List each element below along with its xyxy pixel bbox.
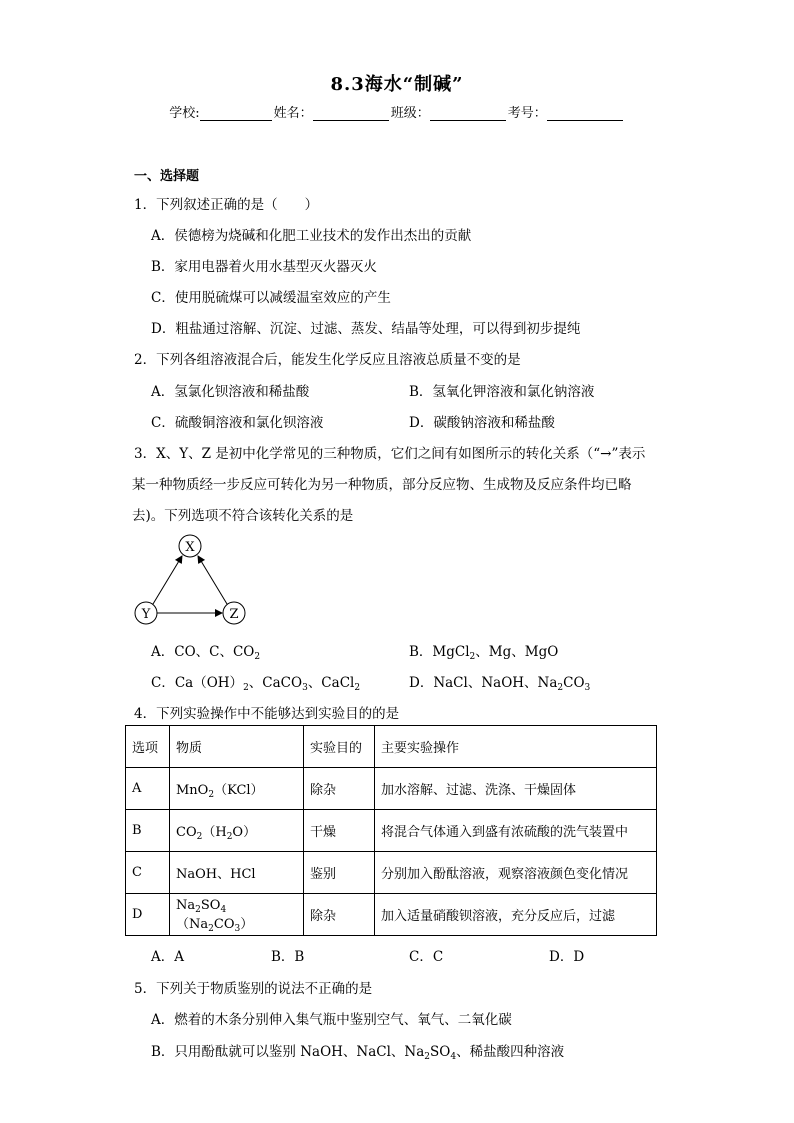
number-label: 考号： [507, 106, 547, 121]
option-cell: B [126, 810, 170, 852]
q1-option-d: D．粗盐通过溶解、沉淀、过滤、蒸发、结晶等处理，可以得到初步提纯 [151, 321, 581, 337]
aim-cell: 干燥 [304, 810, 375, 852]
table-row [126, 894, 657, 936]
q5-stem: 5．下列关于物质鉴别的说法不正确的是 [134, 981, 373, 997]
arrow-z-to-x [198, 556, 227, 604]
q4-stem: 4．下列实验操作中不能够达到实验目的的是 [134, 706, 400, 722]
q3-stem-line3: 去)。下列选项不符合该转化关系的是 [132, 508, 354, 524]
node-x-label: X [185, 540, 195, 555]
q4-option-d: D．D [549, 949, 585, 965]
header-cell: 选项 [126, 726, 170, 768]
q5-option-a: A．燃着的木条分别伸入集气瓶中鉴别空气、氧气、二氧化碳 [151, 1012, 512, 1028]
q3-stem-line2: 某一种物质经一步反应可转化为另一种物质，部分反应物、生成物及反应条件均已略 [132, 477, 632, 493]
operation-cell: 加水溶解、过滤、洗涤、干燥固体 [375, 768, 657, 810]
substance-cell: $Na_2SO_4(Na_2CO_3)$ [170, 894, 304, 936]
q3-stem-line1: 3．X、Y、Z 是初中化学常见的三种物质，它们之间有如图所示的转化关系（“→”表示 [134, 446, 646, 462]
school-blank[interactable] [200, 106, 272, 121]
operation-cell: 分别加入酚酞溶液，观察溶液颜色变化情况 [375, 852, 657, 894]
node-z-label: Z [229, 607, 239, 622]
substance-cell: $CO_2(H_2O)$ [170, 810, 304, 852]
number-blank[interactable] [547, 106, 623, 121]
aim-cell: 除杂 [304, 894, 375, 936]
option-cell: D [126, 894, 170, 936]
class-blank[interactable] [430, 106, 506, 121]
experiment-table [125, 725, 657, 936]
q3-option-c: C．$Ca(OH)_2$、CaCO$_3$、CaCl$_2$ [151, 675, 361, 693]
q4-option-c: C．C [409, 949, 444, 965]
option-cell: A [126, 768, 170, 810]
name-label: 姓名： [273, 106, 313, 121]
operation-cell: 加入适量硝酸钡溶液，充分反应后，过滤 [375, 894, 657, 936]
q1-option-a: A．侯德榜为烧碱和化肥工业技术的发作出杰出的贡献 [151, 228, 472, 244]
node-y-label: Y [141, 607, 151, 622]
header-cell: 主要实验操作 [375, 726, 657, 768]
table-row [126, 768, 657, 810]
student-info-line [0, 102, 794, 121]
q2-stem: 2．下列各组溶液混合后，能发生化学反应且溶液总质量不变的是 [134, 352, 521, 368]
q2-option-c: C．硫酸铜溶液和氯化钡溶液 [151, 415, 324, 431]
table-header-row [126, 726, 657, 768]
aim-cell: 鉴别 [304, 852, 375, 894]
q3-option-d: D．NaCl、NaOH、$Na_2CO_3$ [409, 675, 591, 693]
name-blank[interactable] [313, 106, 389, 121]
substance-cell: MnO$_2$（KCl） [170, 768, 304, 810]
table-row [126, 852, 657, 894]
q1-option-c: C．使用脱硫煤可以减缓温室效应的产生 [151, 290, 391, 306]
table-row [126, 810, 657, 852]
q1-stem: 1．下列叙述正确的是（ ） [134, 197, 319, 213]
q3-option-b: B．MgCl$_2$、Mg、MgO [409, 644, 559, 662]
q4-option-b: B．B [271, 949, 305, 965]
aim-cell: 除杂 [304, 768, 375, 810]
q4-option-a: A．A [151, 949, 184, 965]
school-label: 学校: [169, 106, 200, 121]
q1-option-b: B．家用电器着火用水基型灭火器灭火 [151, 259, 377, 275]
q5-option-b: B．只用酚酞就可以鉴别 NaOH、NaCl、$Na_2SO_4$、稀盐酸四种溶液 [151, 1044, 565, 1062]
header-cell: 实验目的 [304, 726, 375, 768]
section-heading: 一、选择题 [134, 169, 200, 184]
arrow-y-to-x [153, 556, 182, 604]
operation-cell: 将混合气体通入到盛有浓硫酸的洗气装置中 [375, 810, 657, 852]
substance-cell: NaOH、HCl [170, 852, 304, 894]
conversion-diagram [126, 532, 256, 628]
q2-option-a: A．氢氯化钡溶液和稀盐酸 [151, 384, 310, 400]
page-title: 8.3海水“制碱” [330, 74, 464, 95]
q3-option-a: A．CO、C、$CO_2$ [151, 644, 261, 662]
header-cell: 物质 [170, 726, 304, 768]
q2-option-b: B．氢氧化钾溶液和氯化钠溶液 [409, 384, 595, 400]
option-cell: C [126, 852, 170, 894]
class-label: 班级： [390, 106, 430, 121]
q2-option-d: D．碳酸钠溶液和稀盐酸 [409, 415, 555, 431]
